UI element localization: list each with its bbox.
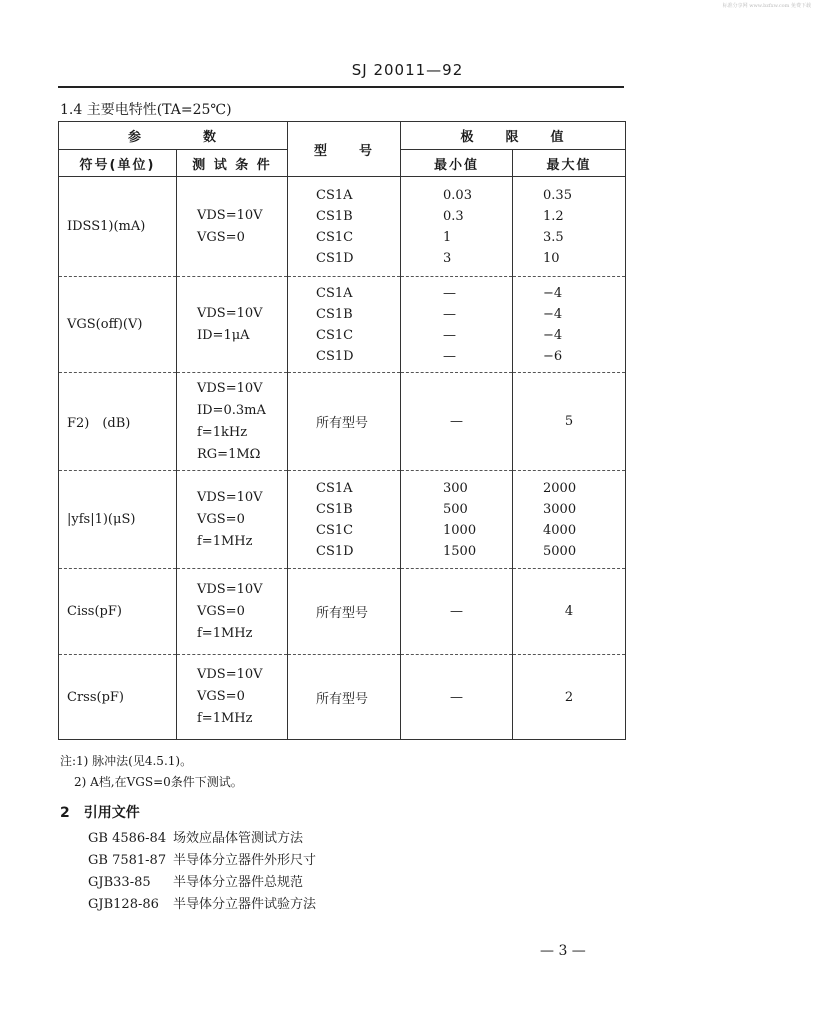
min-value: 0.03 [443,187,472,203]
max-value: 1.2 [543,208,564,224]
max-cell: 2 [513,655,626,740]
ref-title: 半导体分立器件试验方法 [173,897,317,912]
conditions-cell [177,471,288,569]
max-cell [513,177,626,277]
ref-code: GJB33-85 [88,875,151,890]
header-limits: 极 限 值 [401,122,626,150]
type-cell [288,177,401,277]
max-value: 2000 [543,480,577,496]
header-rule [58,86,624,88]
header-min: 最小值 [401,150,513,177]
min-value: — [443,348,457,364]
symbol-cell: VGS(off)(V) [59,277,177,373]
ref-code: GB 4586-84 [88,831,167,846]
max-cell: 5 [513,373,626,471]
max-value: 3000 [543,501,577,517]
electrical-characteristics-table [58,121,626,740]
max-value: −4 [543,285,563,301]
table-row [59,277,626,373]
max-value: 0.35 [543,187,572,203]
condition-line: VGS=0 [197,603,245,619]
min-value: — [443,306,457,322]
table-row [59,177,626,277]
min-value: 300 [443,480,468,496]
table-notes [60,751,243,793]
symbol-cell: Ciss(pF) [59,569,177,655]
min-cell: — [401,655,513,740]
min-value: 1500 [443,543,477,559]
conditions-cell [177,277,288,373]
type-cell [288,471,401,569]
max-cell: 4 [513,569,626,655]
conditions-cell [177,373,288,471]
condition-line: VDS=10V [197,581,263,597]
ref-code: GJB128-86 [88,897,159,912]
min-value: 1 [443,229,452,245]
list-item [88,872,316,894]
corner-watermark: 标准分享网 www.bzfxw.com 免费下载 [722,3,811,9]
min-cell: — [401,373,513,471]
min-cell [401,471,513,569]
max-value: −4 [543,327,563,343]
type-value: CS1D [316,543,354,559]
max-cell [513,471,626,569]
max-value: 4000 [543,522,577,538]
max-value: 10 [543,250,560,266]
max-value: 3.5 [543,229,564,245]
type-value: CS1B [316,501,353,517]
table-row [59,655,626,740]
condition-line: VGS=0 [197,511,245,527]
condition-line: ID=0.3mA [197,402,266,418]
ref-title: 场效应晶体管测试方法 [173,831,304,846]
min-value: 3 [443,250,452,266]
type-value: CS1D [316,250,354,266]
header-type: 型 号 [288,122,401,177]
min-value: 500 [443,501,468,517]
min-cell [401,177,513,277]
type-cell [288,277,401,373]
max-value: −6 [543,348,563,364]
page-number: — 3 — [540,943,586,959]
ref-code: GB 7581-87 [88,853,167,868]
symbol-cell: Crss(pF) [59,655,177,740]
conditions-cell [177,655,288,740]
condition-line: ID=1μA [197,327,250,343]
type-cell: 所有型号 [288,569,401,655]
table-row [59,569,626,655]
section-2-title: 2 引用文件 [60,805,140,821]
type-value: CS1B [316,208,353,224]
header-test-conditions: 测 试 条 件 [177,150,288,177]
max-value: −4 [543,306,563,322]
condition-line: VGS=0 [197,229,245,245]
type-cell: 所有型号 [288,655,401,740]
type-value: CS1B [316,306,353,322]
list-item [88,828,316,850]
header-symbol-unit: 符号(单位) [59,150,177,177]
ref-title: 半导体分立器件总规范 [173,875,304,890]
reference-list [88,828,316,916]
condition-line: f=1MHz [197,533,253,549]
condition-line: VGS=0 [197,689,245,704]
symbol-cell: |yfs|1)(μS) [59,471,177,569]
ref-title: 半导体分立器件外形尺寸 [173,853,317,868]
type-value: CS1C [316,327,354,343]
min-cell [401,277,513,373]
symbol-cell: IDSS1)(mA) [59,177,177,277]
condition-line: VDS=10V [197,207,263,223]
list-item [88,894,316,916]
condition-line: f=1MHz [197,711,253,726]
condition-line: f=1kHz [197,424,248,440]
condition-line: f=1MHz [197,625,253,641]
document-number-header: SJ 20011—92 [351,61,464,79]
condition-line: VDS=10V [197,667,263,682]
conditions-cell [177,177,288,277]
header-parameters: 参 数 [59,122,288,150]
min-cell: — [401,569,513,655]
condition-line: VDS=10V [197,305,263,321]
symbol-cell: F2) (dB) [59,373,177,471]
type-value: CS1C [316,522,354,538]
condition-line: RG=1MΩ [197,446,261,462]
min-value: 0.3 [443,208,464,224]
note-1: 注:1) 脉冲法(见4.5.1)。 [60,754,193,768]
type-value: CS1A [316,187,353,203]
section-1-4-title: 1.4 主要电特性(TA=25℃) [60,102,232,118]
type-value: CS1A [316,285,353,301]
condition-line: VDS=10V [197,380,263,396]
table-row [59,471,626,569]
min-value: — [443,327,457,343]
type-cell: 所有型号 [288,373,401,471]
table-row [59,373,626,471]
header-max: 最大值 [513,150,626,177]
type-value: CS1D [316,348,354,364]
min-value: 1000 [443,522,477,538]
condition-line: VDS=10V [197,489,263,505]
max-cell [513,277,626,373]
max-value: 5000 [543,543,577,559]
type-value: CS1A [316,480,353,496]
conditions-cell [177,569,288,655]
list-item [88,850,316,872]
min-value: — [443,285,457,301]
note-2: 2) A档,在VGS=0条件下测试。 [74,775,243,789]
type-value: CS1C [316,229,354,245]
